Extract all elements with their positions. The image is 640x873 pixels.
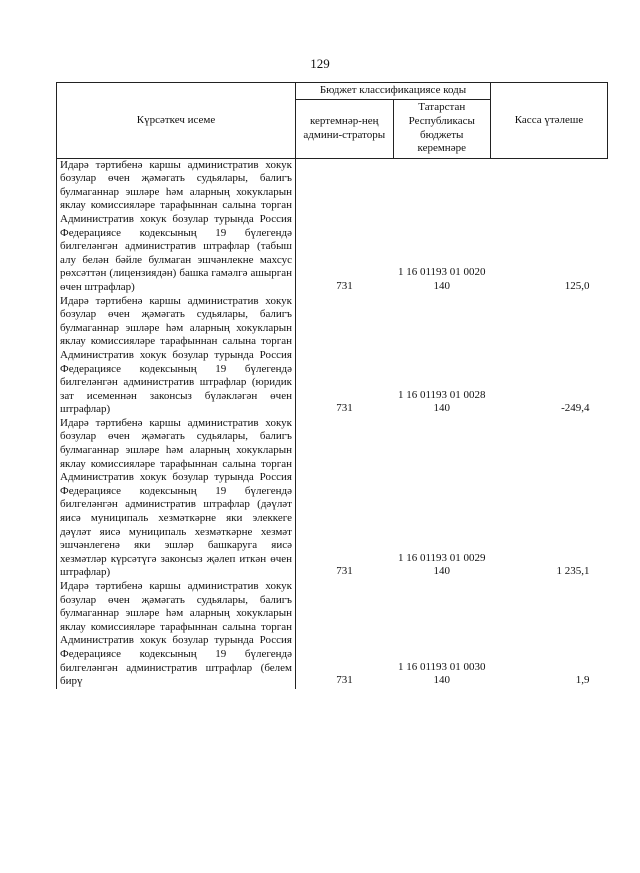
admin-code-cell: 731 xyxy=(336,279,353,292)
cash-execution-cell: 1,9 xyxy=(575,674,590,687)
header-budget-classification-code: Бюджет классификациясе коды xyxy=(296,83,491,100)
admin-code-cell: 731 xyxy=(336,402,353,415)
revenue-code-cell: 1 16 01193 01 0020 140 xyxy=(397,266,486,292)
cash-execution-cell: 1 235,1 xyxy=(556,565,590,578)
indicator-name-cell: Идарә тәртибенә каршы административ хокук бозулар өчен җәмәгать судьялары, балигъ булмаганнар эшләре һәм аларның хокукларын яклау комиссияләре тарафыннан салына торган Административ хокук бозулар турында Россия Федерациясе кодексының 19 бүлегендә билгеләнгән административ штрафлар (белем бирү xyxy=(57,580,296,689)
table-row xyxy=(57,158,608,294)
page-number: 129 xyxy=(310,56,330,71)
table-header xyxy=(57,83,608,159)
revenue-code-cell: 1 16 01193 01 0030 140 xyxy=(397,660,486,687)
revenue-code-cell: 1 16 01193 01 0029 140 xyxy=(397,551,486,578)
admin-code-cell: 731 xyxy=(336,565,353,578)
table-row xyxy=(57,580,608,689)
cash-execution-cell: 125,0 xyxy=(564,279,590,292)
indicator-name-cell: Идарә тәртибенә каршы административ хокук бозулар өчен җәмәгать судьялары, балигъ булмаганнар эшләре һәм аларның хокукларын яклау комиссияләре тарафыннан салына торган Административ хокук бозулар турында Россия Федерациясе кодексының 19 бүлегендә билгеләнгән административ штрафлар (юридик зат исеменнән законсыз бүләкләгән өчен штрафлар) xyxy=(57,295,296,417)
header-indicator-name: Күрсәткеч исеме xyxy=(57,83,296,159)
cash-execution-cell: -249,4 xyxy=(561,402,590,415)
table-row xyxy=(57,295,608,417)
table-body xyxy=(57,158,608,689)
indicator-name-cell: Идарә тәртибенә каршы административ хокук бозулар өчен җәмәгать судьялары, балигъ булмаганнар эшләре һәм аларның хокукларын яклау комиссияләре тарафыннан салына торган Административ хокук бозулар турында Россия Федерациясе кодексының 19 бүлегендә билгеләнгән административ штрафлар (табыш алу белән бәйле булмаган эшчәнлекне махсус рөхсәттән (лицензиядән) башка гамәлгә ашырган өчен штрафлар) xyxy=(57,158,296,294)
indicator-name-cell: Идарә тәртибенә каршы административ хокук бозулар өчен җәмәгать судьялары, балигъ булмаганнар эшләре һәм аларның хокукларын яклау комиссияләре тарафыннан салына торган Административ хокук бозулар турында Россия Федерациясе кодексының 19 бүлегендә билгеләнгән административ штрафлар (дәүләт яисә муниципаль хезмәткәрне яки элеккеге дәүләт яисә муниципаль хезмәткәрне хезмәт эшчәнлегенә яки эшләр башкаруга яисә хезмәтләр күрсәтүгә законсыз җәлеп иткән өчен штрафлар) xyxy=(57,417,296,580)
header-tatarstan-budget-revenues: Татарстан Республикасы бюджеты керемнәре xyxy=(393,99,491,158)
budget-report-table xyxy=(56,82,608,689)
header-cash-execution: Касса үтәлеше xyxy=(491,83,608,159)
admin-code-cell: 731 xyxy=(336,674,353,687)
table-row xyxy=(57,417,608,580)
header-row-top xyxy=(57,83,608,100)
revenue-code-cell: 1 16 01193 01 0028 140 xyxy=(397,388,486,415)
header-revenue-administrators: кертемнәр-нең админи-страторы xyxy=(296,99,394,158)
